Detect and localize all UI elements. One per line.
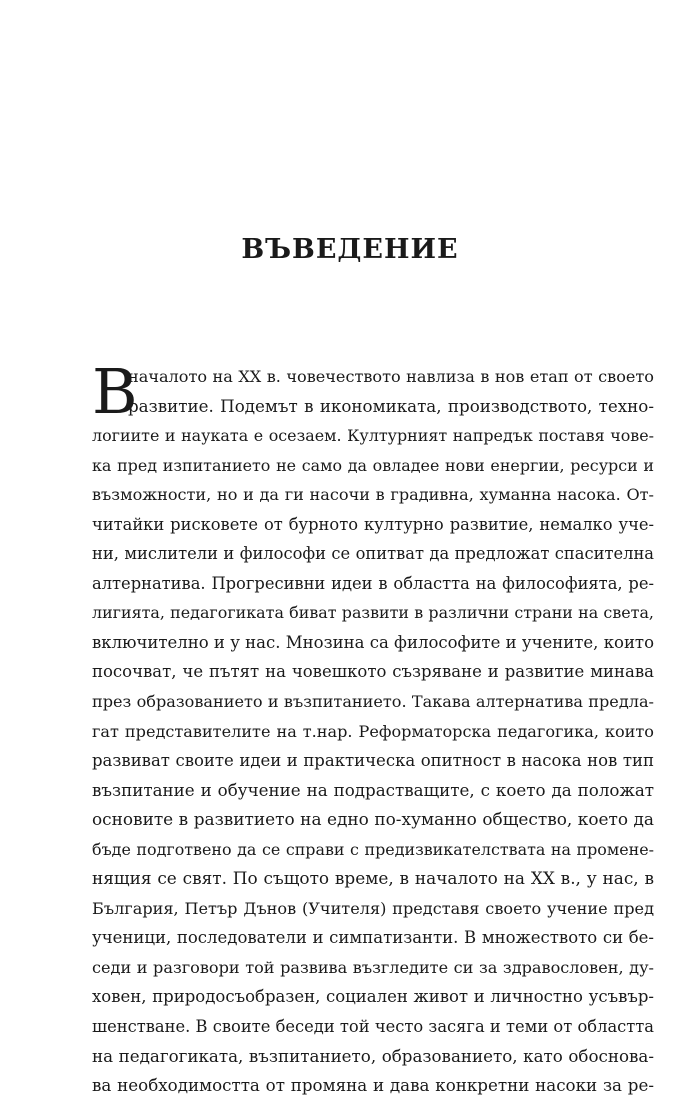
- text-line: развитие. Подемът в икономиката, производството, техно-: [128, 395, 654, 416]
- text-line: възможности, но и да ги насочи в градивна, хуманна насока. От-: [92, 485, 654, 505]
- text-line: бъде подготвено да се справи с предизвикателствата на промене-: [92, 839, 654, 859]
- text-line: ни, мислители и философи се опитват да предложат спасителна: [92, 544, 654, 564]
- text-line: началото на ХХ в. човечеството навлиза в нов етап от своето: [128, 367, 654, 386]
- text-line: България, Петър Дънов (Учителя) представя своето учение пред: [92, 898, 654, 918]
- text-line: нящия се свят. По същото време, в началото на ХХ в., у нас, в: [92, 868, 654, 889]
- text-line: ва необходимостта от промяна и дава конкретни насоки за ре-: [92, 1075, 654, 1096]
- text-line: посочват, че пътят на човешкото съзряване и развитие минава: [92, 662, 654, 682]
- text-line: читайки рисковете от бурното културно развитие, немалко уче-: [92, 514, 654, 534]
- text-line: гат представителите на т.нар. Реформаторска педагогика, които: [92, 721, 654, 741]
- text-line: развиват своите идеи и практическа опитност в насока нов тип: [92, 751, 654, 771]
- chapter-heading: ВЪВЕДЕНИЕ: [241, 234, 459, 265]
- text-line: основите в развитието на едно по-хуманно общество, което да: [92, 809, 654, 830]
- text-line: логиите и науката е осезаем. Културният напредък поставя чове-: [92, 426, 654, 446]
- text-line: ка пред изпитанието не само да овладее нови енергии, ресурси и: [92, 455, 654, 475]
- text-line: ховен, природосъобразен, социален живот и личностно усъвър-: [92, 987, 654, 1007]
- drop-cap-letter: В: [92, 355, 138, 428]
- text-line: лигията, педагогиката биват развити в различни страни на света,: [92, 603, 654, 623]
- text-line: алтернатива. Прогресивни идеи в областта на философията, ре-: [92, 573, 654, 593]
- text-line: възпитание и обучение на подрастващите, с което да положат: [92, 779, 654, 800]
- text-line: седи и разговори той развива възгледите си за здравословен, ду-: [92, 957, 654, 977]
- text-line: ученици, последователи и симпатизанти. В множеството си бе-: [92, 928, 654, 948]
- text-line: включително и у нас. Мнозина са философите и учените, които: [92, 632, 654, 652]
- text-line: на педагогиката, възпитанието, образованието, като обоснова-: [92, 1045, 654, 1066]
- text-line: шенстване. В своите беседи той често засяга и теми от областта: [92, 1017, 654, 1037]
- text-line: през образованието и възпитанието. Такава алтернатива предла-: [92, 692, 654, 712]
- body-paragraph: [92, 355, 654, 1101]
